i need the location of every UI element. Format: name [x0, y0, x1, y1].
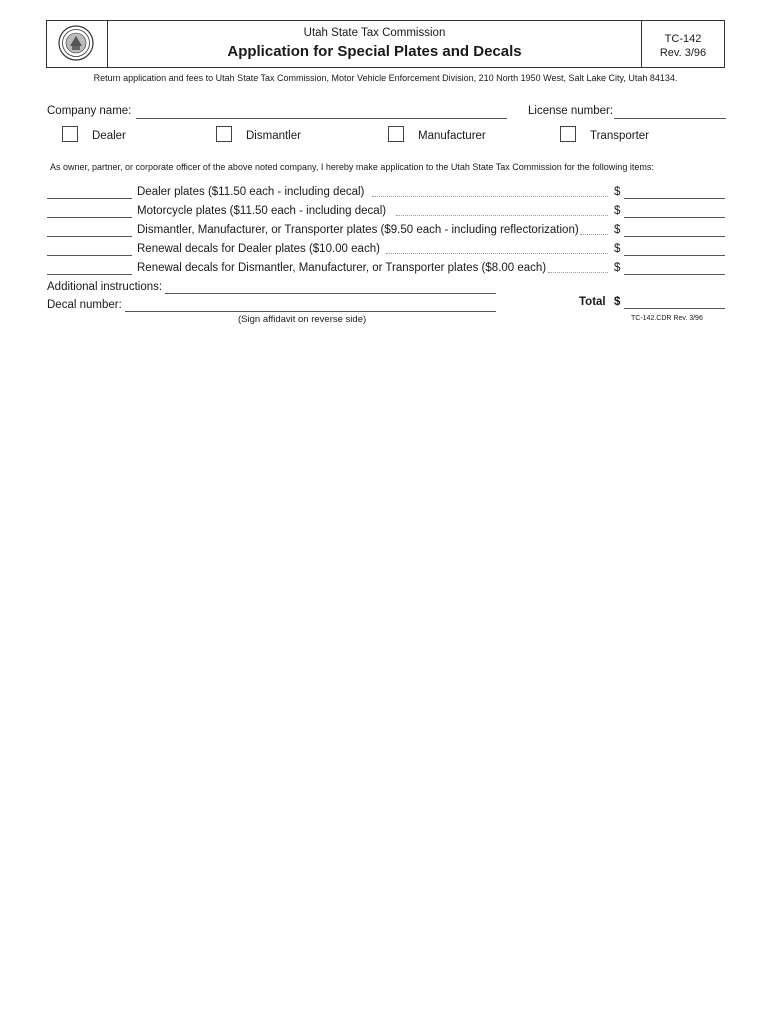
total-label: Total: [579, 296, 606, 308]
form-revision: Rev. 3/96: [659, 47, 707, 59]
dismantler-label: Dismantler: [246, 130, 301, 142]
leader-dots: [396, 215, 608, 216]
form-title: Application for Special Plates and Decals: [227, 43, 522, 60]
other-renewal-amount-field[interactable]: [624, 274, 725, 275]
leader-dots: [548, 272, 608, 273]
manufacturer-label: Manufacturer: [418, 130, 486, 142]
currency-symbol: $: [614, 186, 621, 198]
additional-instructions-field[interactable]: [165, 293, 496, 294]
additional-instructions-label: Additional instructions:: [47, 281, 163, 293]
transporter-plates-label: Dismantler, Manufacturer, or Transporter plates ($9.50 each - including reflectorization): [137, 224, 579, 236]
manufacturer-checkbox[interactable]: [388, 126, 404, 142]
company-name-label: Company name:: [47, 105, 132, 117]
leader-dots: [372, 196, 608, 197]
other-renewal-qty-field[interactable]: [47, 274, 132, 275]
dealer-renewal-amount-field[interactable]: [624, 255, 725, 256]
motorcycle-plates-amount-field[interactable]: [624, 217, 725, 218]
currency-symbol: $: [614, 262, 621, 274]
decal-number-field[interactable]: [125, 311, 496, 312]
declaration-text: As owner, partner, or corporate officer of the above noted company, I hereby make application to the Utah State Tax Commission for the following items:: [50, 162, 654, 172]
dealer-plates-qty-field[interactable]: [47, 198, 132, 199]
transporter-plates-amount-field[interactable]: [624, 236, 725, 237]
affidavit-note: (Sign affidavit on reverse side): [238, 314, 367, 325]
leader-dots: [386, 253, 608, 254]
currency-symbol: $: [614, 243, 621, 255]
agency-name: Utah State Tax Commission: [303, 27, 446, 39]
form-code: TC-142: [664, 33, 702, 45]
dealer-label: Dealer: [92, 130, 126, 142]
motorcycle-plates-qty-field[interactable]: [47, 217, 132, 218]
dismantler-checkbox[interactable]: [216, 126, 232, 142]
dealer-renewal-label: Renewal decals for Dealer plates ($10.00 each): [137, 243, 380, 255]
company-name-field[interactable]: [136, 118, 507, 119]
form-number: [641, 32, 725, 60]
transporter-plates-qty-field[interactable]: [47, 236, 132, 237]
seal-cell: [46, 20, 108, 68]
transporter-checkbox[interactable]: [560, 126, 576, 142]
return-instructions: Return application and fees to Utah State Tax Commission, Motor Vehicle Enforcement Division, 210 North 1950 West, Salt Lake City, Utah 84134.: [93, 73, 678, 83]
leader-dots: [580, 234, 608, 235]
currency-symbol: $: [614, 224, 621, 236]
dealer-checkbox[interactable]: [62, 126, 78, 142]
footer-form-code: TC-142.CDR Rev. 3/96: [631, 315, 703, 322]
total-amount-field[interactable]: [624, 308, 725, 309]
utah-state-seal-icon: [46, 20, 106, 66]
dealer-plates-label: Dealer plates ($11.50 each - including decal): [137, 186, 365, 198]
dealer-plates-amount-field[interactable]: [624, 198, 725, 199]
dealer-renewal-qty-field[interactable]: [47, 255, 132, 256]
license-number-label: License number:: [528, 105, 614, 117]
motorcycle-plates-label: Motorcycle plates ($11.50 each - including decal): [137, 205, 387, 217]
total-currency-symbol: $: [614, 296, 621, 308]
transporter-label: Transporter: [590, 130, 650, 142]
decal-number-label: Decal number:: [47, 299, 122, 311]
currency-symbol: $: [614, 205, 621, 217]
other-renewal-label: Renewal decals for Dismantler, Manufacturer, or Transporter plates ($8.00 each): [137, 262, 547, 274]
license-number-field[interactable]: [614, 118, 726, 119]
